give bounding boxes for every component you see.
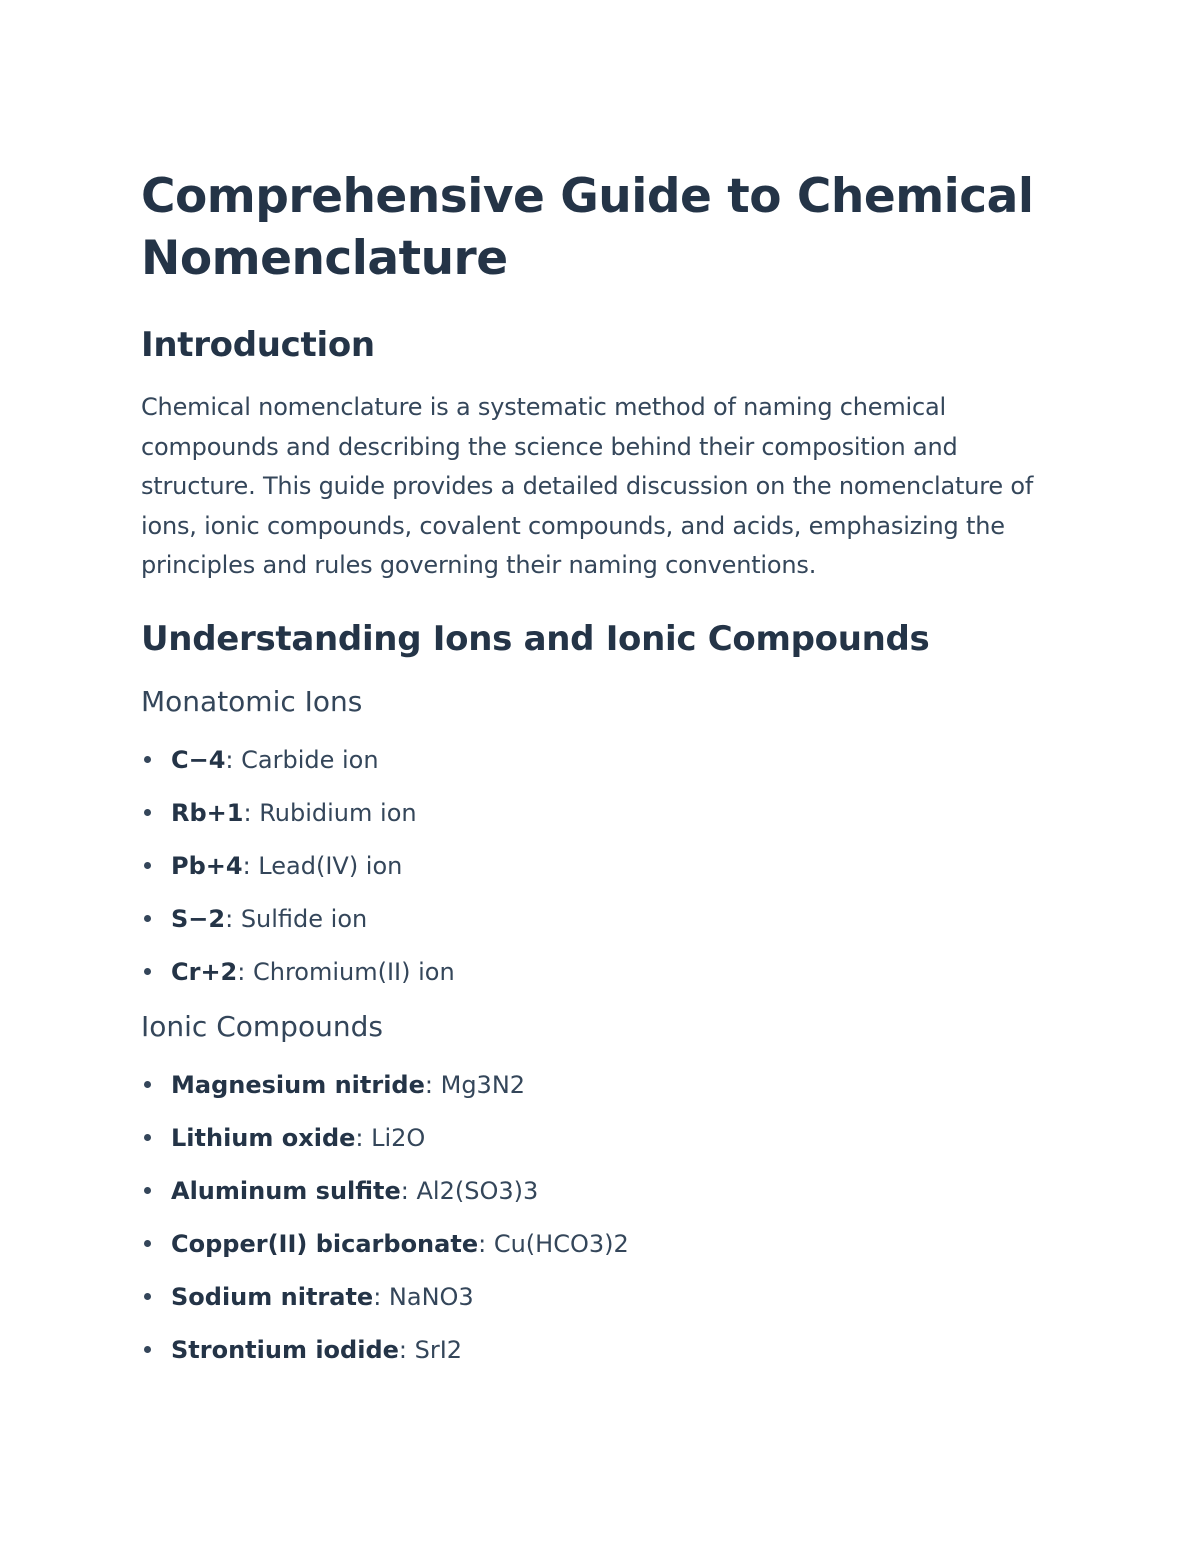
list-item: [141, 1334, 1041, 1366]
separator: :: [237, 957, 253, 986]
compound-name: Sodium nitrate: [171, 1282, 374, 1311]
ion-symbol: Rb+1: [171, 798, 244, 827]
introduction-heading: Introduction: [141, 325, 375, 365]
document-title: Comprehensive Guide to Chemical Nomenclature: [141, 169, 1034, 286]
separator: :: [398, 1335, 415, 1364]
ion-symbol: S−2: [171, 904, 226, 933]
separator: :: [424, 1070, 441, 1099]
ion-name: Lead(IV) ion: [258, 851, 403, 880]
separator: :: [400, 1176, 417, 1205]
monatomic-ions-heading: Monatomic Ions: [141, 684, 363, 718]
separator: :: [373, 1282, 389, 1311]
compound-formula: Mg3N2: [440, 1070, 526, 1099]
separator: :: [478, 1229, 494, 1258]
introduction-paragraph: Chemical nomenclature is a systematic method of naming chemical compounds and describing the science behind their composition and structure. This guide provides a detailed discussion on the nomenclature of ions, ionic compounds, covalent compounds, and acids, emphasizing the principles and rules governing their naming conventions.: [141, 393, 1034, 579]
list-item: [141, 744, 1041, 776]
ion-name: Carbide ion: [241, 745, 379, 774]
ion-name: Rubidium ion: [259, 798, 417, 827]
list-item: [141, 1175, 1041, 1207]
bullet-icon: [144, 1293, 151, 1300]
bullet-icon: [144, 915, 151, 922]
ion-symbol: Cr+2: [171, 957, 238, 986]
bullet-icon: [144, 1346, 151, 1353]
bullet-icon: [144, 1134, 151, 1141]
separator: :: [225, 904, 241, 933]
monatomic-ions-list: [141, 744, 1041, 988]
compound-name: Lithium oxide: [171, 1123, 356, 1152]
separator: :: [355, 1123, 372, 1152]
compound-formula: SrI2: [414, 1335, 463, 1364]
compound-name: Aluminum sulfite: [171, 1176, 401, 1205]
ion-name: Chromium(II) ion: [252, 957, 455, 986]
bullet-icon: [144, 968, 151, 975]
ions-section-heading: Understanding Ions and Ionic Compounds: [141, 618, 930, 659]
bullet-icon: [144, 1187, 151, 1194]
list-item: [141, 850, 1041, 882]
bullet-icon: [144, 809, 151, 816]
list-item: [141, 1228, 1041, 1260]
list-item: [141, 1122, 1041, 1154]
bullet-icon: [144, 756, 151, 763]
bullet-icon: [144, 1081, 151, 1088]
list-item: [141, 903, 1041, 935]
ion-name: Sulfide ion: [240, 904, 368, 933]
list-item: [141, 1281, 1041, 1313]
compound-formula: Li2O: [371, 1123, 426, 1152]
separator: :: [225, 745, 242, 774]
compound-formula: Cu(HCO3)2: [493, 1229, 629, 1258]
separator: :: [242, 851, 259, 880]
compound-name: Magnesium nitride: [171, 1070, 425, 1099]
compound-formula: NaNO3: [388, 1282, 474, 1311]
ionic-compounds-list: [141, 1069, 1041, 1366]
ion-symbol: C−4: [171, 745, 226, 774]
separator: :: [243, 798, 260, 827]
ion-symbol: Pb+4: [171, 851, 243, 880]
ionic-compounds-heading: Ionic Compounds: [141, 1009, 383, 1043]
list-item: [141, 956, 1041, 988]
bullet-icon: [144, 862, 151, 869]
compound-name: Strontium iodide: [171, 1335, 399, 1364]
compound-formula: Al2(SO3)3: [416, 1176, 539, 1205]
bullet-icon: [144, 1240, 151, 1247]
document-page: [141, 166, 1041, 1387]
list-item: [141, 797, 1041, 829]
compound-name: Copper(II) bicarbonate: [171, 1229, 479, 1258]
list-item: [141, 1069, 1041, 1101]
